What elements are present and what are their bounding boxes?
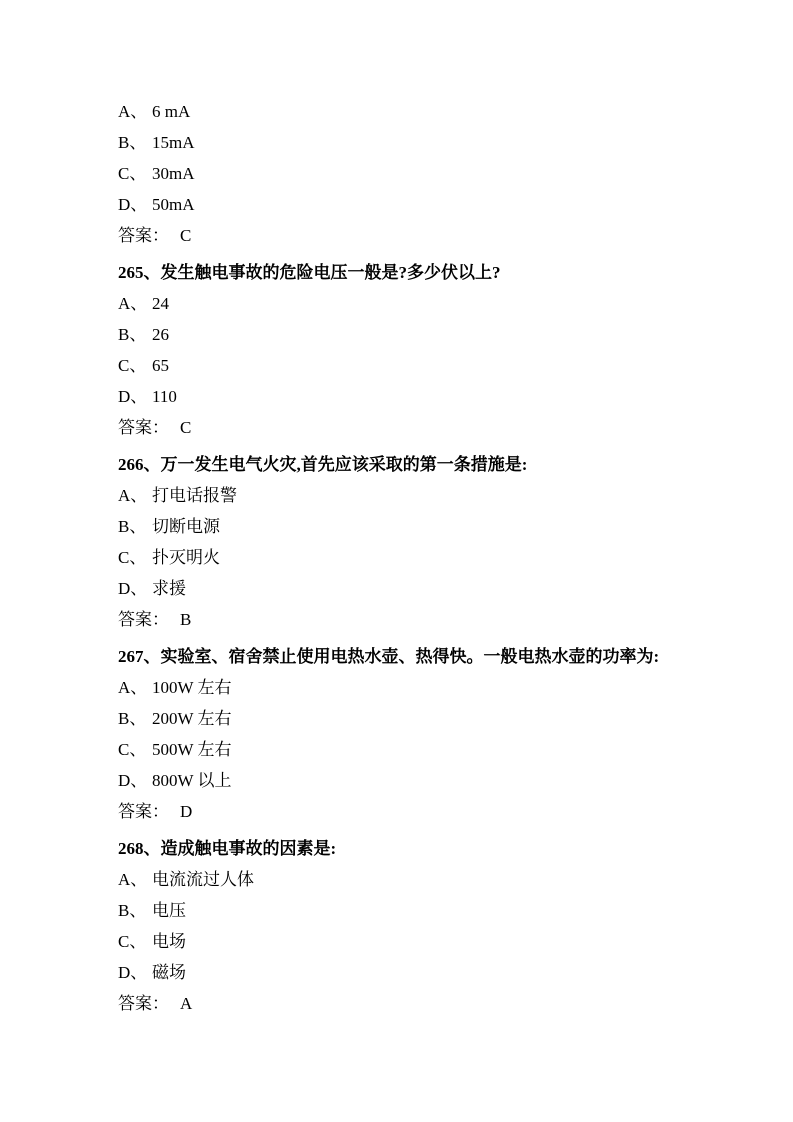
option-row	[118, 158, 753, 189]
option-row	[118, 765, 753, 796]
option-row	[118, 350, 753, 381]
option-text: 100W 左右	[152, 678, 232, 697]
option-label: B、	[118, 133, 147, 152]
option-text: 800W 以上	[152, 771, 232, 790]
answer-row	[118, 220, 753, 251]
option-row	[118, 957, 753, 988]
option-row	[118, 573, 753, 604]
option-row	[118, 189, 753, 220]
option-text: 110	[152, 387, 177, 406]
option-text: 65	[152, 356, 169, 375]
option-row	[118, 864, 753, 895]
option-row	[118, 319, 753, 350]
option-label: D、	[118, 195, 148, 214]
option-label: A、	[118, 486, 148, 505]
option-text: 电场	[152, 932, 186, 951]
answer-value: A	[180, 994, 193, 1013]
question-heading: 266、万一发生电气火灾,首先应该采取的第一条措施是:	[118, 455, 528, 474]
option-row	[118, 511, 753, 542]
option-text: 26	[152, 325, 169, 344]
option-text: 电压	[152, 901, 186, 920]
option-label: A、	[118, 678, 148, 697]
answer-value: C	[180, 418, 192, 437]
option-label: C、	[118, 548, 147, 567]
option-label: B、	[118, 517, 147, 536]
option-row	[118, 895, 753, 926]
option-label: C、	[118, 164, 147, 183]
option-text: 30mA	[152, 164, 195, 183]
option-text: 6 mA	[152, 102, 191, 121]
option-label: B、	[118, 325, 147, 344]
options	[118, 672, 753, 796]
options	[118, 480, 753, 604]
option-text: 扑灭明火	[152, 548, 220, 567]
option-text: 磁场	[152, 963, 186, 982]
answer-label: 答案：	[118, 802, 169, 821]
question-list	[118, 96, 753, 1019]
option-text: 电流流过人体	[152, 870, 254, 889]
answer-row	[118, 796, 753, 827]
option-row	[118, 926, 753, 957]
option-label: C、	[118, 740, 147, 759]
option-row	[118, 288, 753, 319]
option-label: D、	[118, 771, 148, 790]
option-label: A、	[118, 102, 148, 121]
options	[118, 288, 753, 412]
option-text: 200W 左右	[152, 709, 232, 728]
option-label: C、	[118, 932, 147, 951]
answer-value: D	[180, 802, 193, 821]
option-row	[118, 381, 753, 412]
answer-value: C	[180, 226, 192, 245]
option-label: D、	[118, 387, 148, 406]
question-heading: 268、造成触电事故的因素是:	[118, 839, 337, 858]
option-row	[118, 96, 753, 127]
question-block	[118, 257, 753, 443]
option-row	[118, 672, 753, 703]
option-row	[118, 703, 753, 734]
question-heading: 265、发生触电事故的危险电压一般是?多少伏以上?	[118, 263, 501, 282]
question-block	[118, 449, 753, 635]
options	[118, 864, 753, 988]
answer-label: 答案：	[118, 226, 169, 245]
answer-row	[118, 412, 753, 443]
option-text: 24	[152, 294, 169, 313]
options	[118, 96, 753, 220]
option-label: C、	[118, 356, 147, 375]
question-block	[118, 641, 753, 827]
option-text: 500W 左右	[152, 740, 232, 759]
option-text: 50mA	[152, 195, 195, 214]
option-text: 15mA	[152, 133, 195, 152]
question-heading: 267、实验室、宿舍禁止使用电热水壶、热得快。一般电热水壶的功率为:	[118, 647, 660, 666]
option-label: B、	[118, 901, 147, 920]
option-row	[118, 480, 753, 511]
option-row	[118, 734, 753, 765]
option-text: 求援	[152, 579, 186, 598]
answer-row	[118, 988, 753, 1019]
answer-row	[118, 604, 753, 635]
option-text: 切断电源	[152, 517, 220, 536]
question-block	[118, 96, 753, 251]
answer-label: 答案：	[118, 994, 169, 1013]
option-label: D、	[118, 579, 148, 598]
answer-label: 答案：	[118, 610, 169, 629]
option-row	[118, 127, 753, 158]
option-label: B、	[118, 709, 147, 728]
option-row	[118, 542, 753, 573]
option-label: A、	[118, 294, 148, 313]
option-label: A、	[118, 870, 148, 889]
option-text: 打电话报警	[152, 486, 237, 505]
answer-label: 答案：	[118, 418, 169, 437]
question-block	[118, 833, 753, 1019]
option-label: D、	[118, 963, 148, 982]
answer-value: B	[180, 610, 192, 629]
